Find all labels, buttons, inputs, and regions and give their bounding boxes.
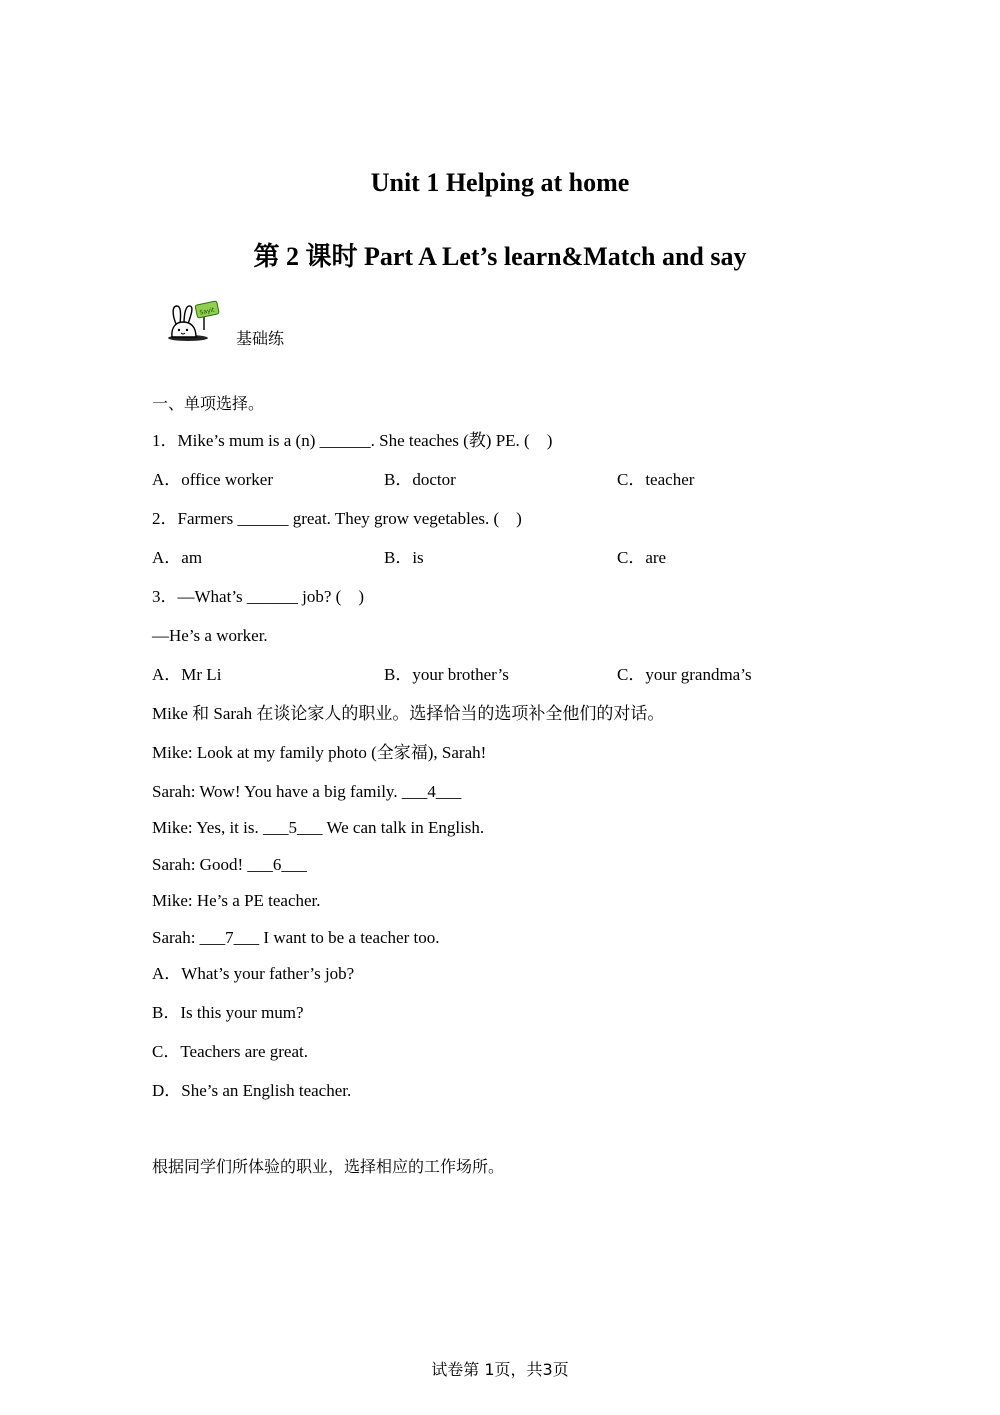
question-3-option-a: A．Mr Li: [152, 665, 222, 684]
part3-intro: 根据同学们所体验的职业，选择相应的工作场所。: [152, 1157, 505, 1176]
svg-text:Sayit: Sayit: [198, 306, 216, 317]
choice-a: A．What’s your father’s job?: [152, 964, 355, 983]
part1-heading: 一、单项选择。: [152, 394, 265, 413]
question-2-option-b: B．is: [384, 548, 424, 567]
question-1-stem: 1．Mike’s mum is a (n) ______. She teaches (教) PE. ( ): [152, 431, 553, 450]
part2-intro: Mike 和 Sarah 在谈论家人的职业。选择恰当的选项补全他们的对话。: [152, 704, 665, 723]
question-1-option-b: B．doctor: [384, 470, 456, 489]
dialogue-line: Mike: Look at my family photo (全家福), Sarah!: [152, 743, 487, 762]
question-1-option-a: A．office worker: [152, 470, 274, 489]
question-3-option-b: B．your brother’s: [384, 665, 509, 684]
dialogue-line: Sarah: Good! ___6___: [152, 855, 307, 874]
question-3-stem: 3．—What’s ______ job? ( ): [152, 587, 364, 606]
section-label: 基础练: [236, 329, 285, 348]
question-2-stem: 2．Farmers ______ great. They grow vegetables. ( ): [152, 509, 522, 528]
lesson-subtitle: 第 2 课时 Part A Let’s learn&Match and say: [253, 242, 747, 271]
dialogue-line: Mike: Yes, it is. ___5___ We can talk in English.: [152, 818, 485, 837]
dialogue-line: Mike: He’s a PE teacher.: [152, 891, 321, 910]
section-header: [166, 300, 366, 350]
dialogue-line: Sarah: ___7___ I want to be a teacher too.: [152, 928, 440, 947]
choice-b: B．Is this your mum?: [152, 1003, 304, 1022]
document-title: Unit 1 Helping at home: [370, 168, 630, 197]
choice-d: D．She’s an English teacher.: [152, 1081, 352, 1100]
question-3-answer-line: —He’s a worker.: [152, 626, 268, 645]
question-1-option-c: C．teacher: [617, 470, 695, 489]
rabbit-icon: [166, 300, 226, 344]
choice-c: C．Teachers are great.: [152, 1042, 308, 1061]
question-2-option-a: A．am: [152, 548, 203, 567]
page-number: 试卷第 1页，共3页: [431, 1360, 569, 1379]
question-2-option-c: C．are: [617, 548, 667, 567]
question-3-option-c: C．your grandma’s: [617, 665, 752, 684]
dialogue-line: Sarah: Wow! You have a big family. ___4___: [152, 782, 462, 801]
